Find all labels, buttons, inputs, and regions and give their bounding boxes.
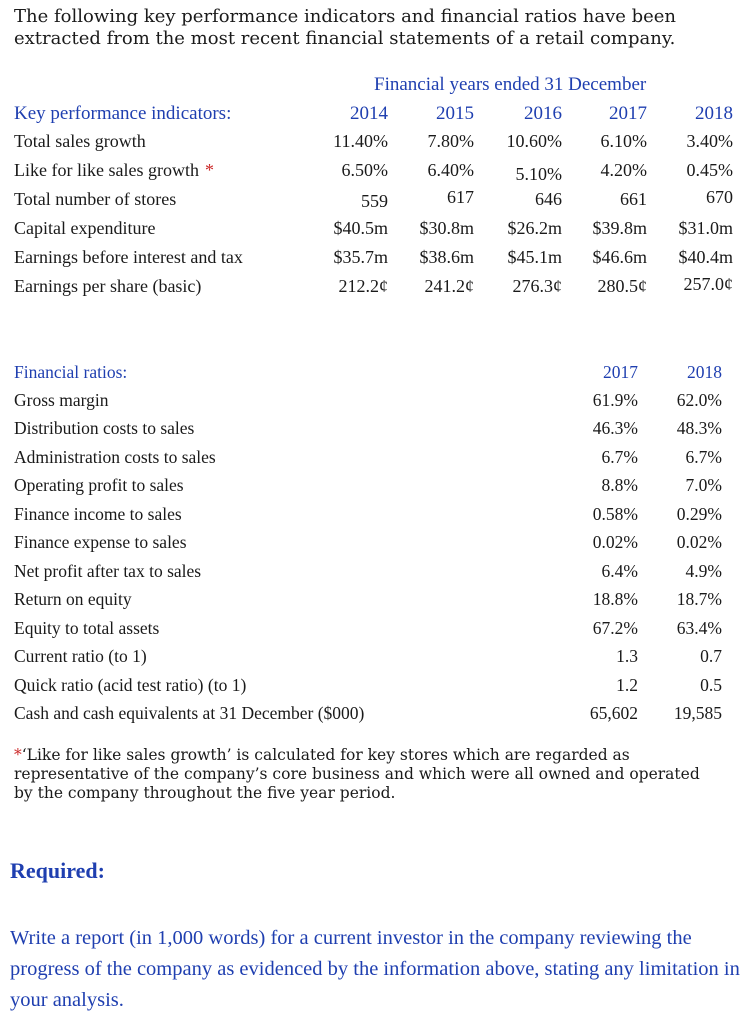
kpi-value-cell: 0.45%	[686, 160, 733, 180]
ratio-value-cell: 0.02%	[676, 532, 722, 552]
ratio-value-cell: 46.3%	[592, 418, 638, 438]
kpi-label-text: Capital expenditure	[14, 218, 156, 238]
ratio-value-cell: 67.2%	[592, 618, 638, 638]
kpi-row-label	[14, 247, 243, 268]
kpi-year-header: 2016	[524, 103, 562, 124]
ratio-value-cell: 8.8%	[601, 475, 638, 495]
ratio-value-cell: 0.7	[700, 646, 722, 666]
ratio-value-cell: 4.9%	[685, 561, 722, 581]
kpi-value-cell: 4.20%	[600, 160, 647, 180]
kpi-value-cell: $45.1m	[507, 247, 562, 267]
ratio-value-cell: 48.3%	[676, 418, 722, 438]
task-instructions: Write a report (in 1,000 words) for a current investor in the company reviewing the progress of the company as evidenced by the information above, stating any limitation in your analysis.	[10, 927, 740, 1011]
kpi-row-label	[14, 189, 176, 210]
ratio-row-label: Return on equity	[14, 589, 132, 609]
kpi-value-cell: 280.5¢	[597, 276, 647, 296]
kpi-value-cell: $40.4m	[678, 247, 733, 267]
kpi-row-label	[14, 218, 155, 239]
ratio-value-cell: 0.58%	[592, 504, 638, 524]
ratio-value-cell: 0.29%	[676, 504, 722, 524]
kpi-value-cell: 3.40%	[686, 131, 733, 151]
kpi-value-cell: 241.2¢	[424, 276, 474, 296]
kpi-value-cell: $46.6m	[592, 247, 647, 267]
ratio-row-label: Current ratio (to 1)	[14, 646, 147, 666]
kpi-section-label: Key performance indicators:	[14, 103, 232, 124]
ratio-value-cell: 18.8%	[592, 589, 638, 609]
ratio-value-cell: 62.0%	[676, 390, 722, 410]
ratio-year-header: 2017	[603, 362, 638, 382]
kpi-label-text: Total number of stores	[14, 189, 177, 209]
ratios-section-label: Financial ratios:	[14, 362, 128, 382]
ratio-row-label: Gross margin	[14, 390, 109, 410]
kpi-value-cell: $38.6m	[419, 247, 474, 267]
kpi-value-cell: 617	[447, 187, 474, 207]
kpi-value-cell: 257.0¢	[683, 274, 733, 294]
ratio-row-label: Finance income to sales	[14, 504, 182, 524]
ratio-row-label: Finance expense to sales	[14, 532, 187, 552]
kpi-label-text: Total sales growth	[14, 131, 146, 151]
kpi-value-cell: 212.2¢	[338, 276, 388, 296]
kpi-value-cell: 7.80%	[427, 131, 474, 151]
ratio-row-label: Operating profit to sales	[14, 475, 184, 495]
ratio-row-label: Distribution costs to sales	[14, 418, 195, 438]
kpi-value-cell: $31.0m	[678, 218, 733, 238]
required-heading: Required:	[10, 858, 105, 883]
period-heading: Financial years ended 31 December	[374, 74, 647, 95]
kpi-value-cell: 559	[361, 191, 388, 211]
kpi-row-label	[14, 160, 214, 181]
kpi-value-cell: 670	[706, 187, 733, 207]
footnote-marker: *	[204, 160, 214, 180]
ratio-row-label: Administration costs to sales	[14, 447, 216, 467]
ratio-value-cell: 6.7%	[685, 447, 722, 467]
kpi-year-header: 2014	[350, 103, 388, 124]
kpi-label-text: Earnings per share (basic)	[14, 276, 202, 296]
ratio-value-cell: 65,602	[589, 703, 638, 723]
ratio-value-cell: 0.02%	[592, 532, 638, 552]
kpi-label-text: Earnings before interest and tax	[14, 247, 243, 267]
kpi-value-cell: $35.7m	[333, 247, 388, 267]
ratio-value-cell: 61.9%	[592, 390, 638, 410]
footnote-text: ‘Like for like sales growth’ is calculated for key stores which are regarded as representative of the company’s core business and which were all owned and operated by the company throughout the five year period.	[14, 746, 700, 802]
kpi-label-text: Like for like sales growth	[14, 160, 199, 180]
ratio-row-label: Equity to total assets	[14, 618, 160, 638]
footnote-marker: *	[14, 746, 22, 764]
kpi-value-cell: 5.10%	[515, 164, 562, 184]
kpi-value-cell: 6.10%	[600, 131, 647, 151]
kpi-row-label	[14, 131, 146, 152]
kpi-value-cell: 10.60%	[506, 131, 562, 151]
kpi-value-cell: 11.40%	[333, 131, 388, 151]
ratio-year-header: 2018	[687, 362, 722, 382]
kpi-year-header: 2017	[609, 103, 647, 124]
ratio-value-cell: 1.3	[616, 646, 638, 666]
kpi-year-header: 2018	[695, 103, 733, 124]
ratio-value-cell: 1.2	[616, 675, 638, 695]
intro-paragraph: The following key performance indicators and financial ratios have been extracted from the most recent financial statements of a retail company.	[14, 6, 677, 49]
ratio-value-cell: 19,585	[673, 703, 722, 723]
kpi-value-cell: 276.3¢	[512, 276, 562, 296]
ratio-value-cell: 6.7%	[601, 447, 638, 467]
kpi-row-label	[14, 276, 201, 297]
ratio-value-cell: 7.0%	[685, 475, 722, 495]
ratio-value-cell: 6.4%	[601, 561, 638, 581]
ratio-value-cell: 0.5	[700, 675, 722, 695]
kpi-value-cell: $26.2m	[507, 218, 562, 238]
footnote	[14, 746, 704, 803]
ratio-row-label: Net profit after tax to sales	[14, 561, 202, 581]
ratio-value-cell: 18.7%	[676, 589, 722, 609]
ratio-row-label: Quick ratio (acid test ratio) (to 1)	[14, 675, 247, 695]
kpi-value-cell: 6.40%	[427, 160, 474, 180]
kpi-value-cell: $40.5m	[333, 218, 388, 238]
kpi-value-cell: $39.8m	[592, 218, 647, 238]
kpi-value-cell: $30.8m	[419, 218, 474, 238]
kpi-value-cell: 6.50%	[341, 160, 388, 180]
kpi-value-cell: 661	[620, 189, 647, 209]
kpi-value-cell: 646	[535, 189, 562, 209]
kpi-year-header: 2015	[436, 103, 474, 124]
ratio-row-label: Cash and cash equivalents at 31 December ($000)	[14, 703, 365, 723]
ratio-value-cell: 63.4%	[676, 618, 722, 638]
